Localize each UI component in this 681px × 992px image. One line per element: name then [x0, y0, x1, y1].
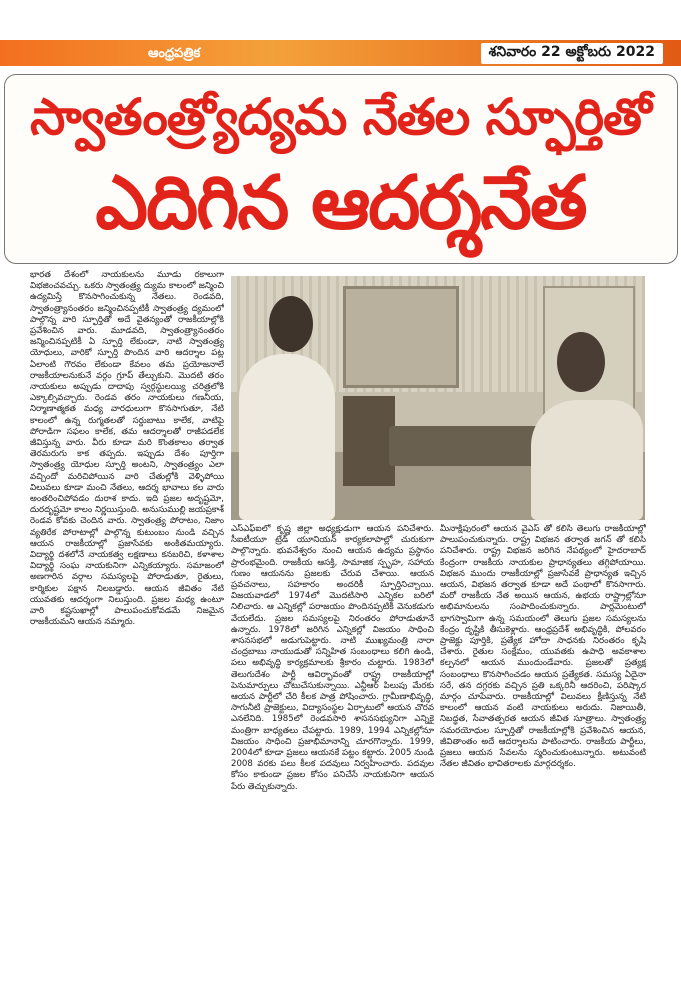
person-left	[239, 354, 335, 520]
photo-window	[343, 286, 459, 388]
article-column-3: మీనాక్షిపురంలో ఆయన వైఎస్ తో కలిసి తెలుగు రాజకీయాల్లో పాలుపంచుకున్నారు. రాష్ట్ర విభజన తర్వాత జగన్ తో కలిసి పనిచేశారు. రాష్ట్ర విభజన జరిగిన నేపథ్యంలో హైదరాబాద్ కేంద్రంగా రాజకీయ నాయకుల ప్రాధాన్యతలు తగ్గిపోయాయి. విభజన ముందు రాజకీయాల్లో ప్రజాసేవకే ప్రాధాన్యత ఇచ్చిన ఆయన, విభజన తర్వాత కూడా అదే పంథాలో కొనసాగారు. మరో రాజకీయ నేత అయిన ఆయన, ఉభయ రాష్ట్రాల్లోనూ అభిమానులను సంపాదించుకున్నారు. పార్లమెంటులో భాగస్వామిగా ఉన్న సమయంలో తెలుగు ప్రజల సమస్యలను కేంద్రం దృష్టికి తీసుకెళ్లారు. ఆంధ్రప్రదేశ్ అభివృద్ధికి, పోలవరం ప్రాజెక్టు పూర్తికి, ప్రత్యేక హోదా సాధనకు నిరంతరం కృషి చేశారు. రైతుల సంక్షేమం, యువతకు ఉపాధి అవకాశాల కల్పనలో ఆయన ముందుండేవారు. ప్రజలతో ప్రత్యక్ష సంబంధాలు కొనసాగించడం ఆయన ప్రత్యేకత. సమస్య ఏదైనా సరే, తన దగ్గరకు వచ్చిన ప్రతి ఒక్కరినీ ఆదరించి, పరిష్కార మార్గం చూపేవారు. రాజకీయాల్లో విలువలు క్షీణిస్తున్న నేటి కాలంలో ఆయన వంటి నాయకులు అరుదు. నిజాయితీ, నిబద్ధత, సేవాతత్పరత ఆయన జీవిత సూత్రాలు. స్వాతంత్ర్య సమరయోధుల స్ఫూర్తితో రాజకీయాల్లోకి ప్రవేశించిన ఆయన, జీవితాంతం అదే ఆదర్శాలను పాటించారు. రాజకీయ పార్టీలు, ప్రజలు ఆయన సేవలను స్మరించుకుంటున్నారు. అటువంటి నేతల జీవితం భావితరాలకు మార్గదర్శకం.	[440, 524, 646, 770]
headline-line-2: ఎదిగిన ఆదర్శనేత	[95, 160, 586, 246]
person-left-head	[269, 296, 313, 352]
article-column-1: భారత దేశంలో నాయకులను మూడు రకాలుగా విభజించవచ్చు. ఒకరు స్వాతంత్ర్య ద్యుమ కాలంలో జన్మించి ఉద్యమిస్తే కొనసాగించుకున్న నేతలు. రెండవది, స్వాతంత్ర్యానంతరం జన్మించినప్పటికీ స్వాతంత్ర్య ద్యమంలో పాల్గొన్న వారి స్ఫూర్తితో అదే వైతన్యంతో రాజకీయాల్లోకి ప్రవేశించిన వారు. మూడవది, స్వాతంత్ర్యానంతరం జన్మించినప్పటికీ ఏ స్ఫూర్తి లేకుండా, నాటి స్వాతంత్ర్య యోధులు, వారికో స్ఫూర్తి పొందిన వారి ఆదర్శాల పట్ల ఏలాంటి గౌరవం లేకుండా కేవలం తమ ప్రయోజనాలే రాజకీయాలనుకునే వర్గం గ్రూప్ తేల్చుకుని. మొదటి తరం నాయకులు అప్పుడు దాదాపు స్వర్గస్థులయ్యి చరిత్రలోకి ఎక్కాల్సివచ్చారు. రెండవ తరం నాయకులు గణనీయ, నిర్మాణాత్మకత మధ్య వారధులుగా కొనసాగుతూ, నేటి కాలంలో ఉన్న రుగ్మతలతో సర్దుబాటు కాలేక, వాటిపై పోరాడిగా సఫలం కాలేక, తమ ఆదర్శాలతో రాజీపడలేక జీవిస్తున్న వారు. వీరు కూడా మరి కొంతకాలం తర్వాత తెరమరుగు కాక తప్పదు. ఇప్పుడు దేశం పూర్తిగా స్వాతంత్ర్య యోధుల స్ఫూర్తి అంటని, స్వాతంత్ర్యం ఎలా వచ్చిందో మరిచిపోయిన వారి చేతుల్లోకి వెళ్ళిపోయి విలువలు కూడా మంచి నేతలు, ఆదర్శ భావాలు కల వారు అంతరించిపోవడం దురాశ కాదు. ఇది ప్రజల అదృష్టమో, దురదృష్టమో కాలం నిర్ణయిస్తుంది. అనుసుముల్లి జయప్రకాశ్ రెండవ కోవకు చెందిన వారు. స్వాతంత్ర్య పోరాటం, నిజాం వ్యతిరేక పోరాటాల్లో పాల్గొన్న కుటుంబం నుండి వచ్చిన ఆయన రాజకీయాల్లో ప్రజాసేవకు అంకితమయ్యారు. విద్యార్థి దశలోనే నాయకత్వ లక్షణాలు కనబరిచి, కళాశాల విద్యార్థి సంఘ నాయకునిగా ఎన్నికయ్యారు. సమాజంలో అణగారిన వర్గాల సమస్యలపై పోరాడుతూ, రైతులు, కార్మికుల పక్షాన నిలబడ్డారు. ఆయన జీవితం నేటి యువతకు ఆదర్శంగా నిలుస్తుంది. ప్రజల మధ్య ఉంటూ వారి కష్టసుఖాల్లో పాలుపంచుకోవడమే నిజమైన రాజకీయమని ఆయన నమ్మారు.	[30, 270, 224, 628]
issue-date: శనివారం 22 అక్టోబరు 2022	[481, 43, 663, 64]
person-right-head	[557, 332, 605, 392]
headline-line-1: స్వాతంత్ర్యోద్యమ నేతల స్ఫూర్తితో	[30, 88, 651, 146]
person-right	[531, 400, 643, 520]
news-photo	[231, 276, 645, 520]
article-column-2: ఎస్ఎఫ్ఐలో కృష్ణ జిల్లా అధ్యక్షుడుగా ఆయన పనిచేశారు. సీఐటీయూ ట్రేడ్ యూనియన్ కార్యకలాపాల్లో చురుకుగా పాల్గొన్నారు. భువనేశ్వరం నుంచి ఆయన ఉద్యమ ప్రస్థానం ప్రారంభమైంది. రాజకీయ ఆసక్తి, సామాజిక స్పృహ, సహాయ గుణం ఆయనను ప్రజలకు చేరువ చేశాయి. ఆయన ప్రవచనాలు, సహకారం అందరికీ స్ఫూర్తినిచ్చాయి. విజయవాడలో 1974లో మొదటిసారి ఎన్నికల బరిలో నిలిచారు. ఆ ఎన్నికల్లో పరాజయం పొందినప్పటికీ వెనుకడుగు వేయలేదు. ప్రజల సమస్యలపై నిరంతరం పోరాడుతూనే ఉన్నారు. 1978లో జరిగిన ఎన్నికల్లో విజయం సాధించి శాసనసభలో అడుగుపెట్టారు. నాటి ముఖ్యమంత్రి నారా చంద్రబాబు నాయుడుతో సన్నిహిత సంబంధాలు కలిగి ఉండి, పలు అభివృద్ధి కార్యక్రమాలకు శ్రీకారం చుట్టారు. 1983లో తెలుగుదేశం పార్టీ ఆవిర్భావంతో రాష్ట్ర రాజకీయాల్లో పెనుమార్పులు చోటుచేసుకున్నాయి. ఎన్టీఆర్ పిలుపు మేరకు ఆయన పార్టీలో చేరి కీలక పాత్ర పోషించారు. గ్రామీణాభివృద్ధి, సాగునీటి ప్రాజెక్టులు, విద్యాసంస్థల ఏర్పాటులో ఆయన చొరవ ఎనలేనిది. 1985లో రెండవసారి శాసనసభ్యునిగా ఎన్నికై మంత్రిగా బాధ్యతలు చేపట్టారు. 1989, 1994 ఎన్నికల్లోనూ విజయం సాధించి ప్రజాభిమానాన్ని చూరగొన్నారు. 1999, 2004లో కూడా ప్రజలు ఆయనకే పట్టం కట్టారు. 2005 నుండి 2008 వరకు పలు కీలక పదవులు నిర్వహించారు. పదవుల కోసం కాకుండా ప్రజల కోసం పనిచేసే నాయకునిగా ఆయన పేరు తెచ్చుకున్నారు.	[231, 524, 434, 792]
photo-table	[389, 426, 539, 466]
photo-chair	[343, 396, 395, 486]
section-name: ఆంధ్రపత్రిక	[148, 46, 201, 61]
